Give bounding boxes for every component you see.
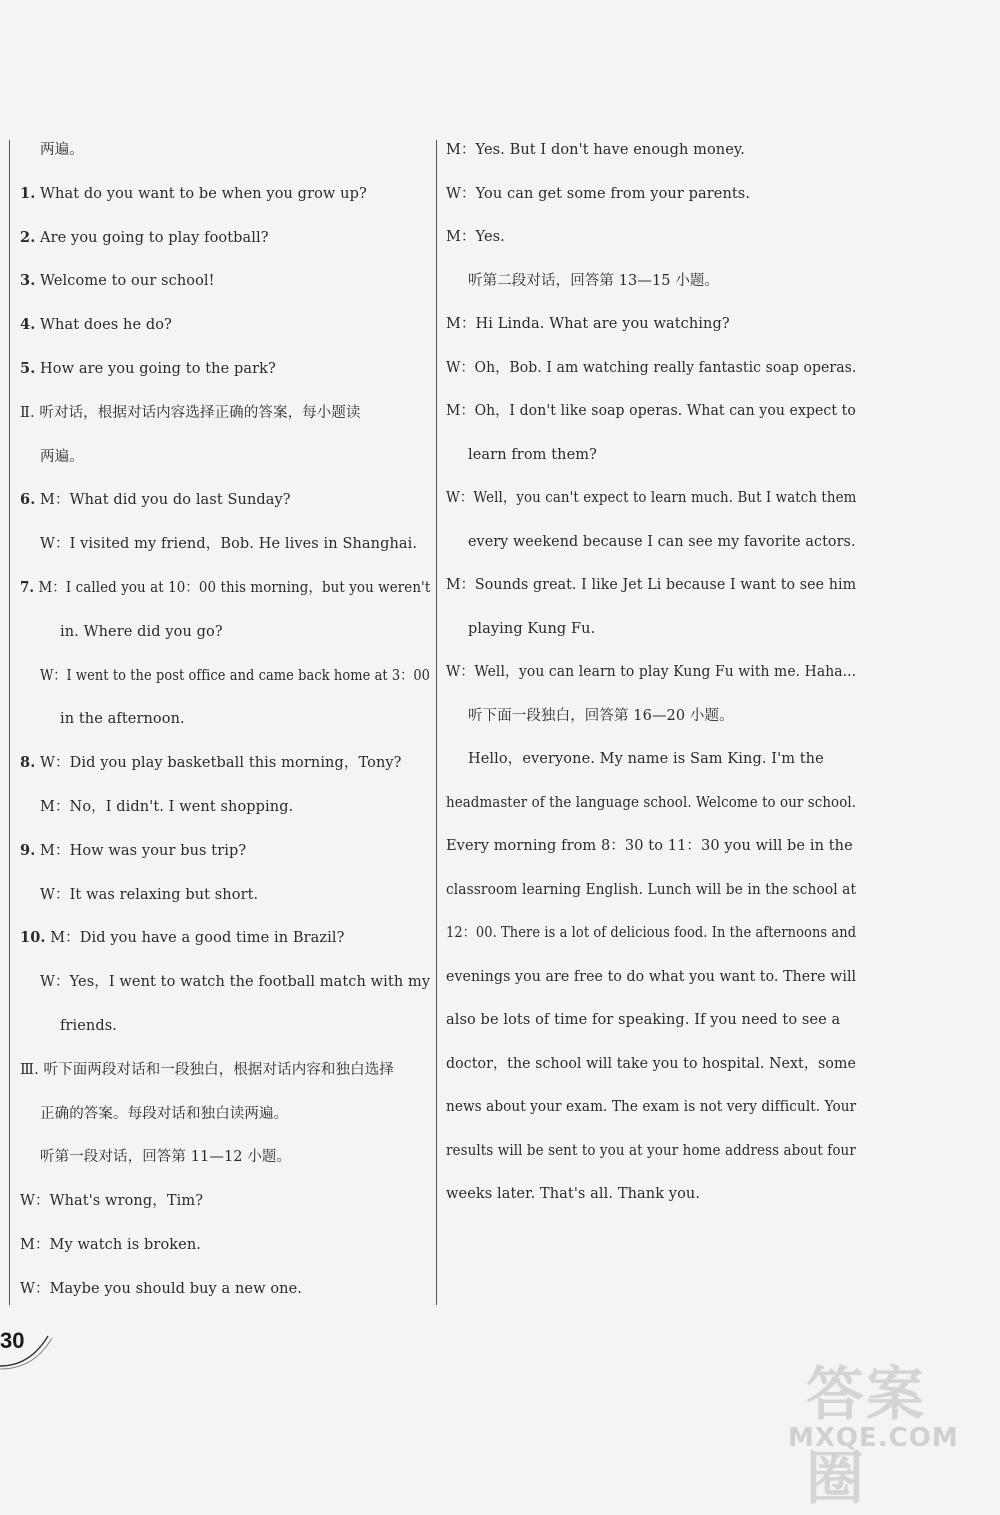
right-text-line <box>468 619 595 639</box>
line-text: 听下面一段独白，回答第 16—20 小题。 <box>468 707 734 724</box>
right-text-line <box>446 1184 700 1204</box>
line-text: W：Did you play basketball this morning，Tony? <box>35 755 402 772</box>
right-text-line <box>446 1054 856 1074</box>
line-text: also be lots of time for speaking. If you need to see a <box>446 1012 841 1028</box>
line-text: 两遍。 <box>40 448 84 465</box>
line-text: M：I called you at 10：00 this morning，but you weren't <box>34 580 431 596</box>
line-text: M：Hi Linda. What are you watching? <box>446 316 730 332</box>
line-text: Ⅲ. 听下面两段对话和一段独白，根据对话内容和独白选择 <box>20 1061 394 1078</box>
line-text: Welcome to our school! <box>35 273 215 290</box>
right-text-line <box>446 793 856 813</box>
line-text: How are you going to the park? <box>35 361 276 377</box>
line-text: W：You can get some from your parents. <box>446 185 751 202</box>
line-text: W：Oh，Bob. I am watching really fantastic soap operas. <box>446 359 857 376</box>
right-text-line <box>446 1141 856 1161</box>
question-number: 2. <box>20 228 36 246</box>
left-text-line <box>40 1104 288 1124</box>
line-text: M：Did you have a good time in Brazil? <box>45 930 345 947</box>
right-text-line <box>446 967 856 987</box>
left-text-line <box>40 140 84 160</box>
line-text: weeks later. That's all. Thank you. <box>446 1186 701 1202</box>
line-text: M：No，I didn't. I went shopping. <box>40 799 294 815</box>
left-text-line <box>40 1147 291 1167</box>
left-margin-rule <box>9 140 10 1305</box>
watermark-domain: MXQE.COM <box>788 1423 959 1453</box>
line-text: M：Oh，I don't like soap operas. What can you expect to <box>446 403 856 419</box>
question-number: 3. <box>20 272 36 290</box>
question-number: 5. <box>20 360 36 377</box>
line-text: evenings you are free to do what you want to. There will <box>446 968 857 985</box>
question-number: 9. <box>20 841 36 859</box>
line-text: headmaster of the language school. Welcome to our school. <box>446 794 857 811</box>
line-text: W：It was relaxing but short. <box>40 886 259 903</box>
right-text-line <box>468 706 734 726</box>
left-text-line <box>20 490 291 510</box>
left-text-line <box>20 753 402 773</box>
left-text-line <box>20 359 276 379</box>
line-text: news about your exam. The exam is not very difficult. Your <box>446 1099 857 1115</box>
left-text-line <box>20 184 367 204</box>
line-text: W：Well，you can learn to play Kung Fu with me. Haha... <box>446 664 857 680</box>
left-text-line <box>20 1279 302 1299</box>
right-text-line <box>446 880 856 900</box>
question-number: 10. <box>20 929 46 947</box>
left-text-line <box>20 578 430 598</box>
left-text-line <box>20 1191 203 1211</box>
right-text-line <box>468 532 856 552</box>
line-text: W：Yes，I went to watch the football match with my <box>40 974 431 991</box>
right-text-line <box>446 140 745 160</box>
line-text: 听第一段对话，回答第 11—12 小题。 <box>40 1149 292 1166</box>
left-text-line <box>60 1016 117 1036</box>
left-text-line <box>20 228 269 248</box>
right-text-line <box>446 923 856 943</box>
line-text: Are you going to play football? <box>35 229 269 246</box>
left-text-line <box>20 1235 201 1255</box>
right-text-line <box>468 445 597 465</box>
line-text: M：What did you do last Sunday? <box>35 492 291 509</box>
right-text-line <box>446 836 853 856</box>
line-text: playing Kung Fu. <box>468 620 596 637</box>
line-text: classroom learning English. Lunch will be in the school at <box>446 881 857 898</box>
left-text-line <box>20 841 246 861</box>
page-number: 30 <box>0 1328 25 1353</box>
left-text-line <box>20 403 361 423</box>
line-text: 正确的答案。每段对话和独白读两遍。 <box>40 1105 289 1122</box>
left-text-line <box>20 928 344 948</box>
left-text-line <box>40 972 430 992</box>
line-text: learn from them? <box>468 446 597 463</box>
right-text-line <box>446 227 505 247</box>
left-text-line <box>60 709 185 729</box>
line-text: W：Well，you can't expect to learn much. But I watch them <box>446 490 857 506</box>
question-number: 6. <box>20 491 36 509</box>
line-text: Every morning from 8：30 to 11：30 you will be in the <box>446 838 853 854</box>
right-text-line <box>446 1097 856 1117</box>
right-text-line <box>468 749 824 769</box>
right-text-line <box>446 358 856 378</box>
line-text: M：Sounds great. I like Jet Li because I want to see him <box>446 577 857 593</box>
line-text: W：What's wrong，Tim? <box>20 1193 204 1210</box>
line-text: 12：00. There is a lot of delicious food. In the afternoons and <box>446 925 857 941</box>
line-text: friends. <box>60 1018 117 1034</box>
line-text: M：Yes. <box>446 229 505 245</box>
right-text-line <box>446 575 856 595</box>
left-text-line <box>40 797 293 817</box>
right-text-line <box>446 184 750 204</box>
line-text: Ⅱ. 听对话，根据对话内容选择正确的答案，每小题读 <box>20 404 361 421</box>
line-text: M：My watch is broken. <box>20 1237 201 1253</box>
left-text-line <box>40 666 430 686</box>
line-text: W：I visited my friend，Bob. He lives in Shanghai. <box>40 536 418 553</box>
line-text: M：How was your bus trip? <box>35 842 247 859</box>
page-number-badge <box>0 1322 60 1372</box>
left-text-line <box>40 885 258 905</box>
question-number: 1. <box>20 184 36 202</box>
line-text: W：Maybe you should buy a new one. <box>20 1280 302 1297</box>
right-text-line <box>468 271 719 291</box>
question-number: 4. <box>20 316 36 334</box>
question-number: 8. <box>20 754 36 772</box>
site-watermark <box>788 1347 978 1512</box>
line-text: Hello，everyone. My name is Sam King. I'm the <box>468 751 824 767</box>
watermark-logo-text: 答案圈 <box>806 1360 927 1512</box>
left-text-line <box>40 534 417 554</box>
right-text-line <box>446 1010 840 1030</box>
left-text-line <box>60 622 223 642</box>
right-text-line <box>446 314 730 334</box>
line-text: 听第二段对话，回答第 13—15 小题。 <box>468 272 720 289</box>
line-text: results will be sent to you at your home address about four <box>446 1142 856 1159</box>
line-text: in. Where did you go? <box>60 623 223 640</box>
line-text: 两遍。 <box>40 142 84 158</box>
right-text-line <box>446 401 856 421</box>
line-text: What does he do? <box>35 317 172 334</box>
left-text-line <box>20 315 172 335</box>
right-text-line <box>446 662 856 682</box>
line-text: M：Yes. But I don't have enough money. <box>446 142 745 158</box>
left-text-line <box>40 447 84 467</box>
line-text: doctor，the school will take you to hospital. Next，some <box>446 1055 856 1072</box>
left-text-line <box>20 1060 394 1080</box>
right-text-line <box>446 488 856 508</box>
line-text: What do you want to be when you grow up? <box>35 185 367 202</box>
question-number: 7. <box>20 579 35 596</box>
line-text: in the afternoon. <box>60 711 185 728</box>
column-divider <box>436 140 437 1305</box>
left-text-line <box>20 271 215 291</box>
line-text: every weekend because I can see my favorite actors. <box>468 533 856 550</box>
line-text: W：I went to the post office and came back home at 3：00 <box>40 667 431 684</box>
